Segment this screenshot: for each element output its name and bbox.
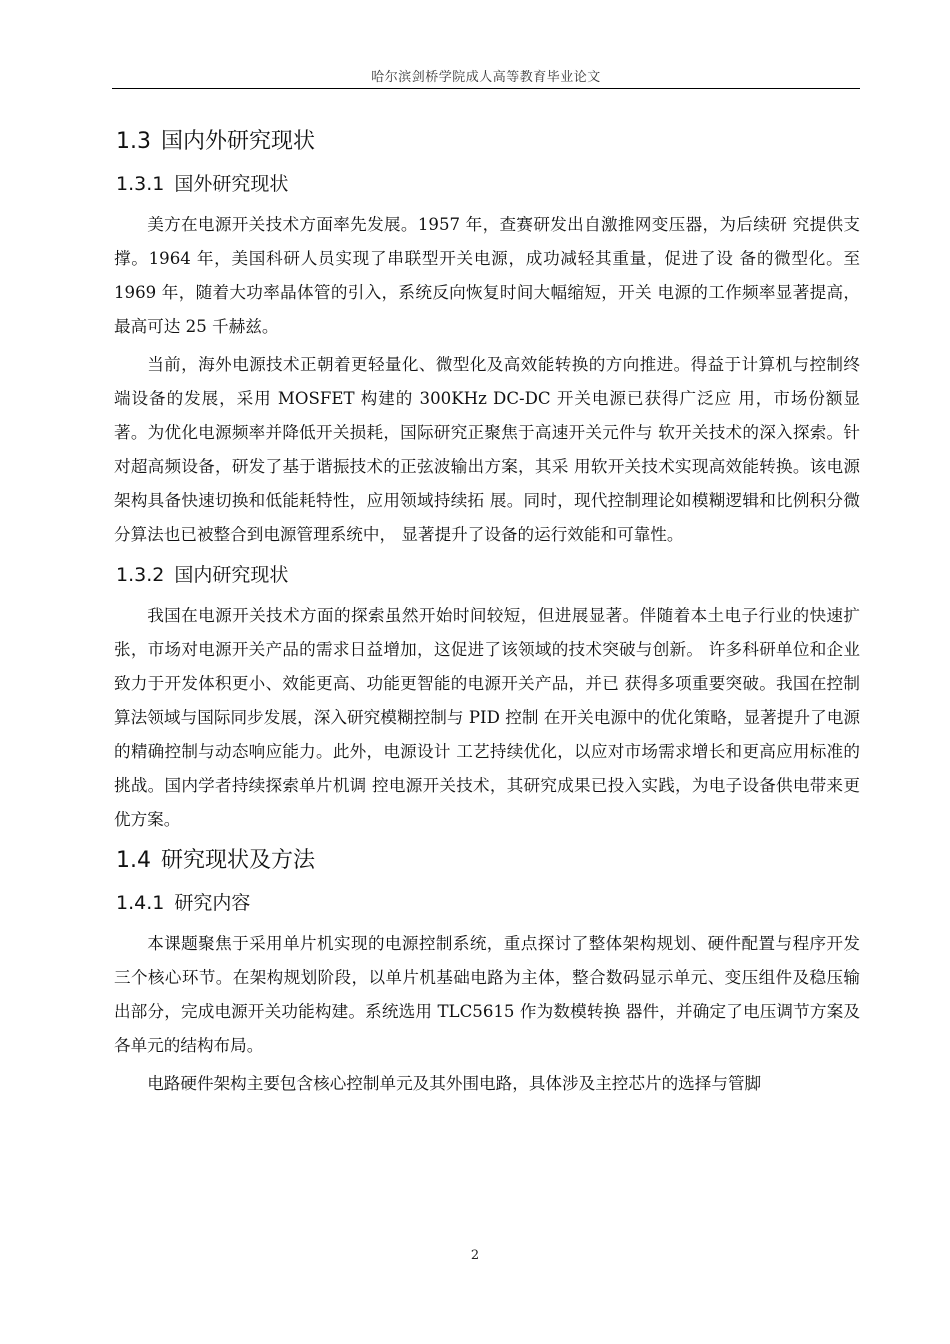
section-number: 1.3 — [116, 129, 151, 154]
section-number: 1.3.1 — [116, 173, 165, 195]
section-heading-1-4 — [116, 843, 860, 874]
section-heading-1-3 — [116, 124, 860, 155]
header-divider — [112, 88, 860, 89]
paragraph: 本课题聚焦于采用单片机实现的电源控制系统，重点探讨了整体架构规划、硬件配置与程序开发三个核心环节。在架构规划阶段，以单片机基础电路为主体，整合数码显示单元、变压组件及稳压输出部分，完成电源开关功能构建。系统选用 TLC5615 作为数模转换 器件，并确定了电压调节方案及各单元的结构布局。 — [114, 934, 860, 1055]
section-title: 研究现状及方法 — [161, 848, 316, 873]
subsection-heading-1-3-1 — [116, 169, 860, 196]
section-title: 国外研究现状 — [174, 173, 289, 195]
subsection-heading-1-4-1 — [116, 888, 860, 915]
paragraph: 当前，海外电源技术正朝着更轻量化、微型化及高效能转换的方向推进。得益于计算机与控制终端设备的发展，采用 MOSFET 构建的 300KHz DC-DC 开关电源已获得广泛应 用，市场份额显著。为优化电源频率并降低开关损耗，国际研究正聚焦于高速开关元件与 软开关技术的深入探索。针对超高频设备，研发了基于谐振技术的正弦波输出方案，其采 用软开关技术实现高效能转换。该电源架构具备快速切换和低能耗特性，应用领域持续拓 展。同时，现代控制理论如模糊逻辑和比例积分微分算法也已被整合到电源管理系统中， 显著提升了设备的运行效能和可靠性。 — [114, 355, 860, 544]
page-header: 哈尔滨剑桥学院成人高等教育毕业论文 — [371, 70, 601, 85]
main-content — [114, 118, 860, 1105]
paragraph: 我国在电源开关技术方面的探索虽然开始时间较短，但进展显著。伴随着本土电子行业的快速扩张，市场对电源开关产品的需求日益增加，这促进了该领域的技术突破与创新。 许多科研单位和企业致力于开发体积更小、效能更高、功能更智能的电源开关产品，并已 获得多项重要突破。我国在控制算法领域与国际同步发展，深入研究模糊控制与 PID 控制 在开关电源中的优化策略，显著提升了电源的精确控制与动态响应能力。此外，电源设计 工艺持续优化，以应对市场需求增长和更高应用标准的挑战。国内学者持续探索单片机调 控电源开关技术，其研究成果已投入实践，为电子设备供电带来更优方案。 — [114, 606, 860, 829]
page-number: 2 — [470, 1248, 480, 1263]
section-number: 1.4 — [116, 848, 151, 873]
section-title: 研究内容 — [174, 892, 251, 914]
section-title: 国内研究现状 — [174, 564, 289, 586]
section-title: 国内外研究现状 — [161, 129, 316, 154]
paragraph: 美方在电源开关技术方面率先发展。1957 年，查赛研发出自激推网变压器，为后续研 究提供支撑。1964 年，美国科研人员实现了串联型开关电源，成功减轻其重量，促进了设 备的微型化。至 1969 年，随着大功率晶体管的引入，系统反向恢复时间大幅缩短，开关 电源的工作频率显著提高，最高可达 25 千赫兹。 — [114, 215, 860, 336]
section-number: 1.4.1 — [116, 892, 165, 914]
section-number: 1.3.2 — [116, 564, 165, 586]
subsection-heading-1-3-2 — [116, 560, 860, 587]
paragraph: 电路硬件架构主要包含核心控制单元及其外围电路，具体涉及主控芯片的选择与管脚 — [147, 1074, 762, 1093]
